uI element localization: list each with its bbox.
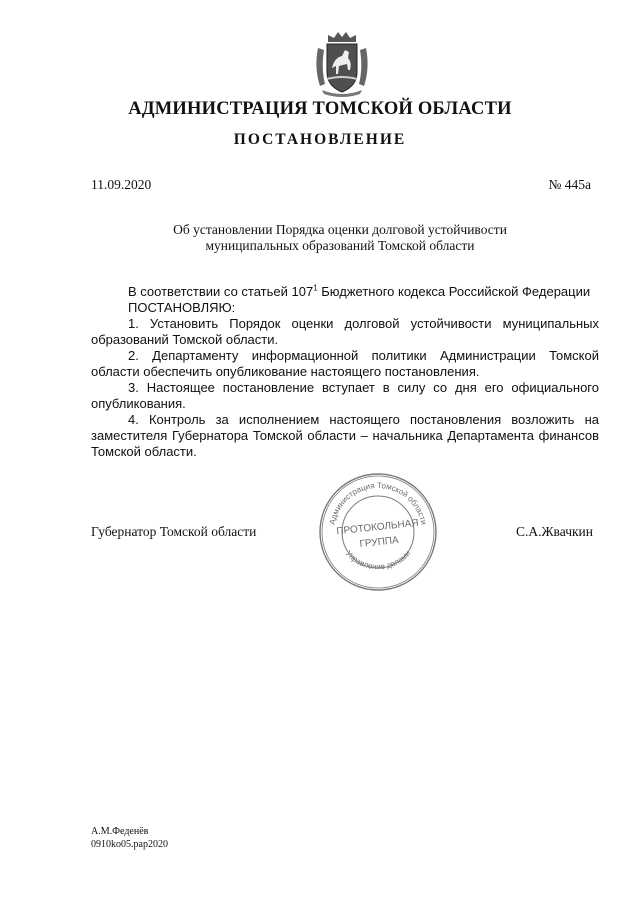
tomsk-coat-of-arms-icon	[312, 28, 372, 98]
document-subject	[150, 222, 530, 254]
footer-author: А.М.Феденёв	[91, 826, 149, 837]
resolve-heading: ПОСТАНОВЛЯЮ:	[128, 300, 236, 315]
subject-line-2: муниципальных образований Томской области	[205, 238, 475, 253]
intro-text-end: Бюджетного кодекса Российской Федерации	[317, 284, 591, 299]
body-item-4: 4. Контроль за исполнением настоящего постановления возложить на заместителя Губернатора Томской области – начальника Департамента финансов Томской области.	[91, 412, 599, 459]
organization-title: АДМИНИСТРАЦИЯ ТОМСКОЙ ОБЛАСТИ	[128, 99, 512, 119]
body-item-1: 1. Установить Порядок оценки долговой устойчивости муниципальных образований Томской области.	[91, 316, 599, 347]
stamp-inner-line-2: ГРУППА	[358, 534, 400, 550]
footer-file-ref: 0910ko05.pap2020	[91, 839, 168, 850]
signatory-position: Губернатор Томской области	[91, 524, 257, 539]
body-item-3: 3. Настоящее постановление вступает в силу со дня его официального опубликования.	[91, 380, 599, 411]
document-type: ПОСТАНОВЛЕНИЕ	[233, 131, 407, 148]
body-item-2: 2. Департаменту информационной политики Администрации Томской области обеспечить опубликование настоящего постановления.	[91, 348, 599, 379]
official-stamp	[316, 470, 440, 594]
document-number: № 445а	[548, 177, 591, 192]
stamp-outer-top-text: Администрация Томской области	[327, 480, 429, 526]
document-body	[91, 284, 599, 460]
subject-line-1: Об установлении Порядка оценки долговой устойчивости	[173, 222, 507, 237]
intro-paragraph	[91, 284, 599, 300]
signatory-name: С.А.Жвачкин	[515, 524, 593, 539]
stamp-inner-line-1: ПРОТОКОЛЬНАЯ	[335, 517, 420, 538]
document-date: 11.09.2020	[91, 177, 152, 192]
stamp-outer-bottom-text: Управление делами	[343, 548, 413, 572]
svg-text:Управление делами	[344, 549, 412, 571]
article-superscript: 1	[313, 283, 318, 293]
intro-text: В соответствии со статьей 107	[128, 284, 314, 299]
document-footer	[91, 825, 168, 851]
